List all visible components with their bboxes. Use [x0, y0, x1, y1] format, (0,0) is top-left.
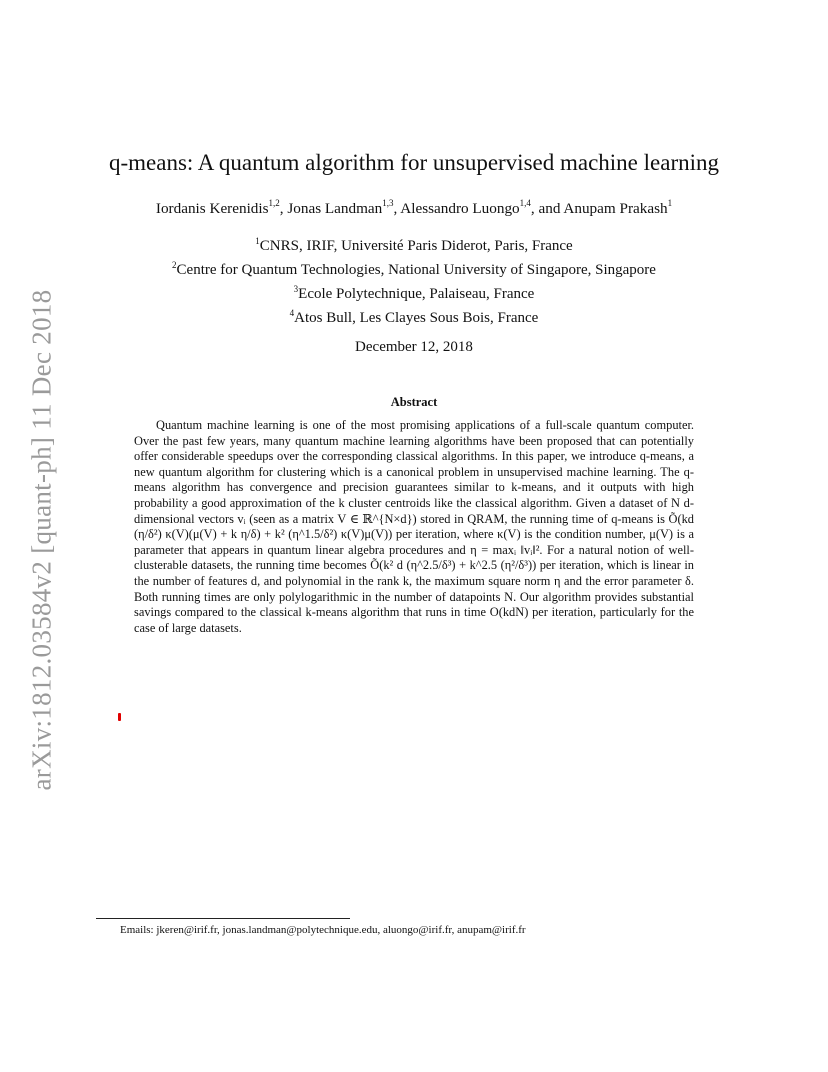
abstract-heading: Abstract: [390, 395, 438, 409]
affiliation-sup: 2: [172, 260, 177, 270]
author-affil-sup: 1,2: [268, 198, 280, 208]
author-name: Jonas Landman: [287, 200, 383, 218]
affiliation-text: Ecole Polytechnique, Palaiseau, France: [298, 286, 535, 302]
author-affil-sup: 1: [667, 198, 673, 208]
affiliation-text: Atos Bull, Les Clayes Sous Bois, France: [294, 310, 539, 326]
author-name: Alessandro Luongo: [400, 200, 520, 218]
author-name: Anupam Prakash: [563, 200, 668, 218]
arxiv-id-stamp: [12, 290, 72, 790]
author-list: Iordanis Kerenidis$^{1,2}$, Jonas Landman$^{1,3}$, Alessandro Luongo$^{1,4}$, and Anupam Prakash$^1$: [155, 198, 673, 218]
affiliation-item: [96, 280, 732, 304]
affiliation-item: [96, 232, 732, 256]
affiliation-text: CNRS, IRIF, Université Paris Diderot, Paris, France: [259, 238, 573, 254]
affiliation-item: [96, 256, 732, 280]
abstract-body: [134, 418, 694, 636]
author-conjunction: and: [538, 200, 561, 218]
paper-date: December 12, 2018: [355, 339, 473, 355]
arxiv-id-text: arXiv:1812.03584v2 [quant-ph] 11 Dec 2018: [26, 289, 57, 791]
annotation-marker: [118, 713, 121, 721]
author-affil-sup: 1,3: [382, 198, 394, 208]
affiliation-list: [96, 232, 732, 328]
footnote-rule: [96, 918, 350, 919]
footnote-emails: Emails: jkeren@irif.fr, jonas.landman@polytechnique.edu, aluongo@irif.fr, anupam@irif.fr: [120, 924, 526, 936]
abstract-paragraph: Quantum machine learning is one of the most promising applications of a full-scale quantum computer. Over the past few years, many quantum machine learning algorithms have been proposed that can potentially offer considerable speedups over the corresponding classical algorithms. In this paper, we introduce q-means, a new quantum algorithm for clustering which is a canonical problem in unsupervised machine learning. The q-means algorithm has convergence and precision guarantees similar to k-means, and it outputs with high probability a good approximation of the k cluster centroids like the classical algorithm. Given a dataset of N d-dimensional vectors vᵢ (seen as a matrix V ∈ ℝ^{N×d}) stored in QRAM, the running time of q-means is Õ(kd (η/δ²) κ(V)(μ(V) + k η/δ) + k² (η^1.5/δ²) κ(V)μ(V)) per iteration, where κ(V) is the condition number, μ(V) is a parameter that appears in quantum linear algebra procedures and η = maxᵢ ‖vᵢ‖². For a natural notion of well-clusterable datasets, the running time becomes Õ(k² d (η^2.5/δ³) + k^2.5 (η²/δ³)) per iteration, which is linear in the number of features d, and polynomial in the rank k, the maximum square norm η and the error parameter δ. Both running times are only polylogarithmic in the number of datapoints N. Our algorithm provides substantial savings compared to the classical k-means algorithm that runs in time O(kdN) per iteration, particularly for the case of large datasets.: [134, 418, 694, 635]
author-name: Iordanis Kerenidis: [155, 200, 269, 218]
affiliation-sup: 1: [255, 236, 260, 246]
author-affil-sup: 1,4: [519, 198, 531, 208]
affiliation-text: Centre for Quantum Technologies, National University of Singapore, Singapore: [176, 262, 656, 278]
paper-title: q-means: A quantum algorithm for unsupervised machine learning: [109, 150, 719, 175]
affiliation-sup: 3: [293, 284, 299, 294]
affiliation-item: [96, 304, 732, 328]
affiliation-sup: 4: [289, 308, 295, 318]
